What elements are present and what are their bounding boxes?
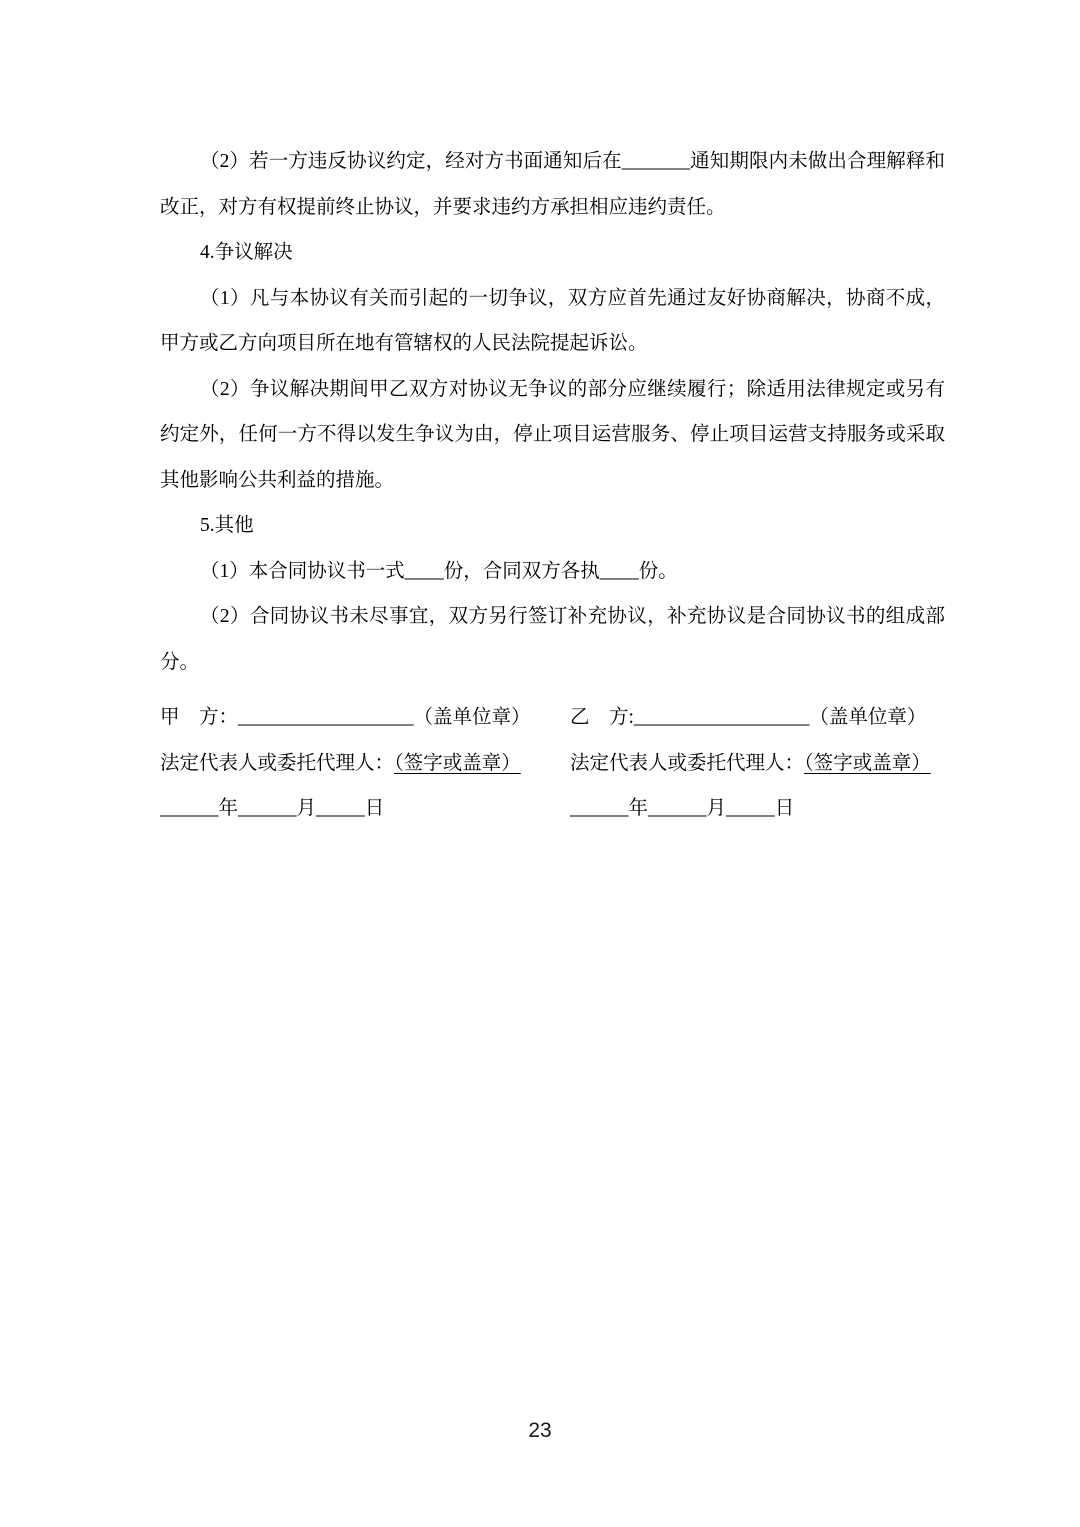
party-b-name-row bbox=[570, 695, 931, 741]
party-a-label: 甲 方： bbox=[160, 707, 239, 728]
party-a-name-row bbox=[160, 695, 532, 741]
para-contract-copies: （1）本合同协议书一式____份，合同双方各执____份。 bbox=[200, 560, 678, 582]
party-a-agent-row bbox=[160, 741, 532, 787]
party-b-date-row bbox=[570, 786, 931, 832]
party-b-signature-column bbox=[570, 695, 931, 832]
party-a-agent-sign-note: （签字或盖章） bbox=[394, 752, 521, 774]
para-dispute-negotiation: （1）凡与本协议有关而引起的一切争议，双方应首先通过友好协商解决，协商不成，甲方或乙方向项目所在地有管辖权的人民法院提起诉讼。 bbox=[160, 287, 945, 354]
para-dispute-performance: （2）争议解决期间甲乙双方对协议无争议的部分应继续履行；除适用法律规定或另有约定外，任何一方不得以发生争议为由，停止项目运营服务、停止项目运营支持服务或采取其他影响公共利益的措施。 bbox=[160, 378, 945, 491]
party-a-seal-note: （盖单位章） bbox=[413, 707, 531, 728]
party-b-agent-row bbox=[570, 741, 931, 787]
party-a-name-blank-line: __________________ bbox=[238, 707, 414, 728]
party-b-label: 乙 方: bbox=[570, 707, 634, 728]
para-supplementary-agreement: （2）合同协议书未尽事宜，双方另行签订补充协议，补充协议是合同协议书的组成部分。 bbox=[160, 606, 945, 673]
party-a-signature-column bbox=[160, 695, 532, 832]
party-b-agent-sign-note: （签字或盖章） bbox=[804, 752, 931, 774]
page-number: 23 bbox=[528, 1419, 552, 1442]
party-b-seal-note: （盖单位章） bbox=[809, 707, 927, 728]
heading-miscellaneous: 5.其他 bbox=[200, 515, 254, 536]
party-a-date-line: ______年______月_____日 bbox=[160, 798, 385, 819]
contract-page-body bbox=[160, 139, 945, 832]
party-a-date-row bbox=[160, 786, 532, 832]
party-b-agent-label: 法定代表人或委托代理人： bbox=[570, 752, 805, 774]
party-a-agent-label: 法定代表人或委托代理人： bbox=[160, 752, 395, 774]
party-b-date-line: ______年______月_____日 bbox=[570, 798, 795, 819]
party-b-name-blank-line: __________________ bbox=[633, 707, 810, 728]
signature-block bbox=[160, 695, 945, 832]
para-breach-remedy: （2）若一方违反协议约定，经对方书面通知后在_______通知期限内未做出合理解释和改正，对方有权提前终止协议，并要求违约方承担相应违约责任。 bbox=[160, 151, 945, 218]
heading-dispute-resolution: 4.争议解决 bbox=[200, 242, 293, 263]
